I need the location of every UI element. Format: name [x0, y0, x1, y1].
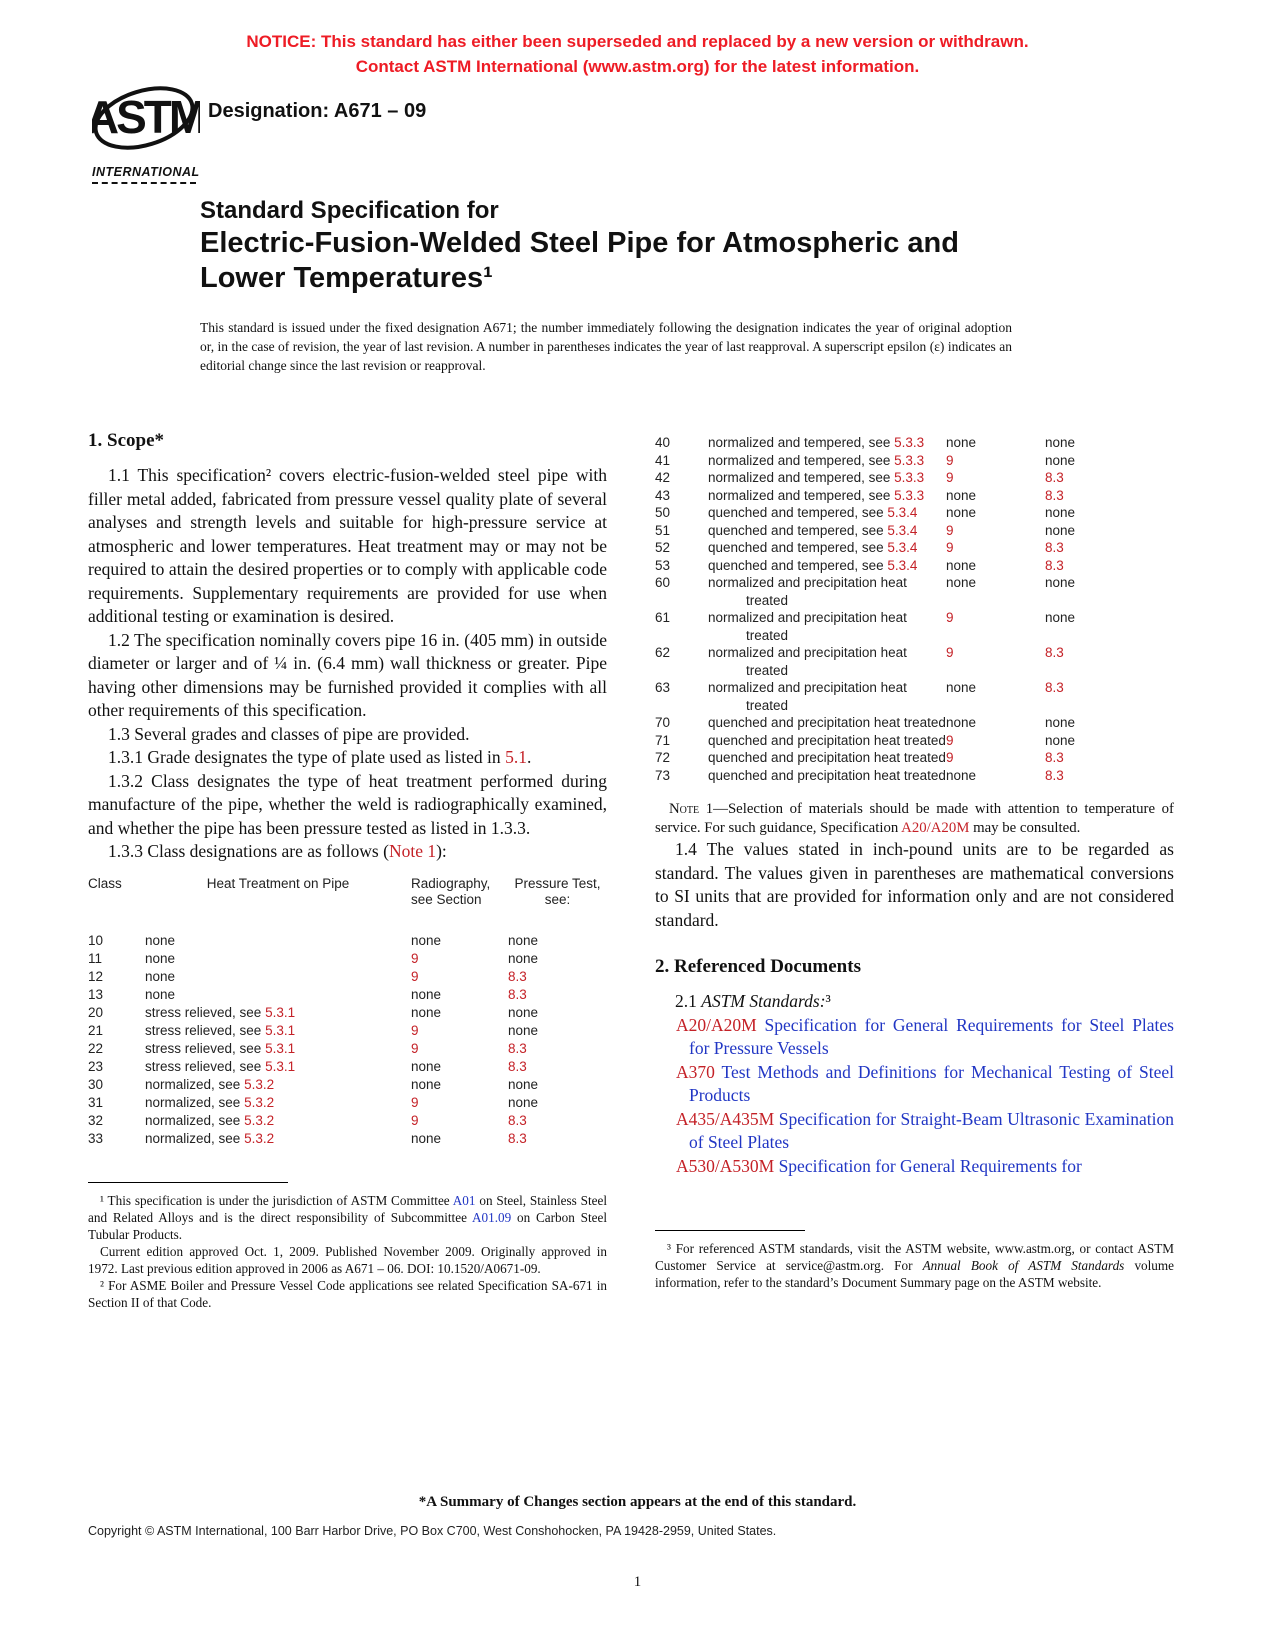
paragraph-2-1 [655, 990, 1174, 1014]
text-part: 1.3.1 Grade designates the type of plate used as listed in [108, 747, 506, 767]
text-part: ¹ This specification is under the jurisdiction of ASTM Committee [100, 1192, 453, 1208]
table-row: 63 normalized and precipitation heat treated none 8.3 [655, 680, 1064, 713]
text-part: 2.1 [675, 991, 702, 1011]
table-row: 41 normalized and tempered, see 5.3.3 9 none [655, 452, 1076, 468]
section-link[interactable]: 5.3.3 [894, 452, 925, 468]
title-kicker: Standard Specification for [200, 197, 499, 224]
astm-logo [92, 78, 207, 184]
reference-list [655, 1014, 1174, 1179]
notice-line1: NOTICE: This standard has either been superseded and replaced by a new version or withdrawn. [246, 32, 1029, 51]
class-table-left [88, 876, 607, 1148]
footnote-rule [88, 1182, 288, 1183]
table-row: 50 quenched and tempered, see 5.3.4 none none [655, 505, 1076, 520]
header-treatment: Heat Treatment on Pipe [206, 875, 350, 891]
note-1 [655, 800, 1174, 838]
table-row: 61 normalized and precipitation heat treated 9 none [655, 610, 1076, 643]
standard-code-link[interactable]: A20/A20M [676, 1014, 757, 1035]
section-link[interactable]: 5.3.1 [265, 1004, 296, 1020]
cross-reference-link[interactable]: A20/A20M [901, 820, 970, 836]
standard-code-link[interactable]: A530/A530M [676, 1155, 775, 1176]
copyright-line: Copyright © ASTM International, 100 Barr Harbor Drive, PO Box C700, West Conshohocken, PA 19428-2959, United States. [88, 1524, 777, 1538]
right-column [655, 430, 1174, 1311]
section-link[interactable]: 5.3.4 [887, 522, 918, 538]
title-block [200, 196, 959, 297]
section-link[interactable]: 5.3.2 [244, 1076, 275, 1092]
section-link[interactable]: 5.3.1 [265, 1022, 296, 1038]
table-row: 42 normalized and tempered, see 5.3.3 9 8.3 [655, 470, 1064, 485]
page-number: 1 [633, 1574, 642, 1590]
table-row: 21 stress relieved, see 5.3.1 9 none [88, 1022, 539, 1038]
text-part: ASTM Standards: [701, 991, 826, 1011]
paragraph-1-3: 1.3 Several grades and classes of pipe are provided. [108, 723, 470, 744]
notice-line2: Contact ASTM International (www.astm.org) for the latest information. [355, 56, 920, 76]
section-link[interactable]: 5.3.1 [265, 1040, 296, 1056]
referenced-documents-heading: 2. Referenced Documents [655, 956, 861, 977]
astm-logo-icon [92, 78, 200, 164]
text-part: 1—Selection of materials should be made with attention to temperature of service. For such guidance, Specification [655, 801, 1174, 836]
section-link[interactable]: 5.3.3 [894, 470, 925, 485]
body-columns [88, 430, 1174, 1311]
table-row: 43 normalized and tempered, see 5.3.3 none 8.3 [655, 487, 1064, 503]
paragraph-1-1: 1.1 This specification² covers electric-fusion-welded steel pipe with filler metal added, fabricated from pressure vessel quality plate of several analyses and strength levels and suitable for high-pressure service at atmospheric and lower temperatures. Heat treatment may or may not be required to attain the desired properties or to comply with applicable code requirements. Supplementary requirements are provided for use when additional testing or examination is desired. [88, 465, 607, 626]
text-part: Annual Book of ASTM Standards [922, 1258, 1125, 1273]
section-link[interactable]: 5.3.3 [894, 487, 925, 503]
table-row: 70 quenched and precipitation heat treated none none [655, 715, 1076, 730]
paragraph-1-3-3 [88, 840, 607, 864]
supersession-notice [0, 30, 1275, 79]
table-row: 22 stress relieved, see 5.3.1 9 8.3 [88, 1040, 527, 1056]
reference-entry [655, 1061, 1174, 1108]
paragraph-1-4: 1.4 The values stated in inch-pound units are to be regarded as standard. The values given in parentheses are mathematical conversions to SI units that are provided for information only and are not considered standard. [655, 839, 1174, 930]
table-row: 13 none none 8.3 [88, 986, 527, 1002]
table-row: 53 quenched and tempered, see 5.3.4 none 8.3 [655, 557, 1064, 573]
section-link[interactable]: 5.3.2 [244, 1112, 275, 1128]
standard-title-link[interactable]: Specification for General Requirements for [774, 1155, 1082, 1176]
class-table-left-rows [88, 932, 607, 1148]
table-row: 52 quenched and tempered, see 5.3.4 9 8.3 [655, 540, 1064, 555]
text-part: ): [436, 841, 447, 861]
table-row: 33 normalized, see 5.3.2 none 8.3 [88, 1130, 527, 1146]
reference-entry [655, 1014, 1174, 1061]
table-row: 51 quenched and tempered, see 5.3.4 9 none [655, 522, 1076, 538]
table-row: 62 normalized and precipitation heat treated 9 8.3 [655, 645, 1064, 678]
designation-label: Designation: A671 – 09 [208, 100, 427, 122]
reference-entry [655, 1155, 1174, 1179]
page-title-line1: Electric-Fusion-Welded Steel Pipe for Atmospheric and [200, 227, 959, 259]
header-radiography: Radiography, see Section [411, 875, 491, 907]
table-row: 31 normalized, see 5.3.2 9 none [88, 1094, 539, 1110]
footnote-rule [655, 1230, 805, 1231]
table-row: 72 quenched and precipitation heat treated 9 8.3 [655, 750, 1064, 765]
logo-divider [92, 182, 196, 184]
standard-code-link[interactable]: A370 [676, 1061, 715, 1082]
text-part: on Steel, Stainless Steel and Related Alloys and is the direct responsibility of Subcommittee [88, 1192, 607, 1225]
table-row: 40 normalized and tempered, see 5.3.3 none none [655, 435, 1076, 450]
table-row: 30 normalized, see 5.3.2 none none [88, 1076, 539, 1092]
summary-of-changes-note: *A Summary of Changes section appears at the end of this standard. [418, 1494, 857, 1510]
table-row: 10 none none none [88, 932, 539, 948]
text-part: 1.3.3 Class designations are as follows ( [108, 841, 389, 861]
header-pressure: Pressure Test, see: [514, 875, 601, 907]
table-row: 12 none 9 8.3 [88, 968, 527, 984]
right-footnotes [655, 1230, 1174, 1291]
table-row: 11 none 9 none [88, 950, 539, 966]
section-link[interactable]: 5.3.4 [887, 505, 918, 520]
section-link[interactable]: 5.3.3 [894, 435, 925, 450]
paragraph-1-3-1 [88, 746, 607, 770]
class-table-right-rows [655, 434, 1174, 784]
footnote-2: ² For ASME Boiler and Pressure Vessel Code applications see related Specification SA-671 in Section II of that Code. [88, 1277, 607, 1310]
table-row: 73 quenched and precipitation heat treated none 8.3 [655, 767, 1064, 783]
svg-text:ASTM: ASTM [92, 91, 200, 143]
text-part: on Carbon Steel Tubular Products. [88, 1209, 607, 1242]
text-part: Note [669, 801, 700, 817]
table-row: 60 normalized and precipitation heat treated none none [655, 575, 1076, 608]
table-row: 20 stress relieved, see 5.3.1 none none [88, 1004, 539, 1020]
issuance-paragraph: This standard is issued under the fixed designation A671; the number immediately following the designation indicates the year of original adoption or, in the case of revision, the year of last revision. A number in parentheses indicates the year of last reapproval. A superscript epsilon (ε) indicates an editorial change since the last revision or reapproval. [200, 320, 1012, 373]
paragraph-1-3-2: 1.3.2 Class designates the type of heat treatment performed during manufacture of the pipe, whether the weld is radiographically examined, and whether the pipe has been pressure tested as listed in 1.3.3. [88, 770, 607, 838]
section-link[interactable]: 5.3.2 [244, 1094, 275, 1110]
scope-heading: 1. Scope* [88, 430, 164, 451]
standard-title-link[interactable]: Specification for Straight-Beam Ultrasonic Examination of Steel Plates [689, 1108, 1174, 1152]
document-link[interactable]: A01 [452, 1192, 476, 1208]
table-row: 32 normalized, see 5.3.2 9 8.3 [88, 1112, 527, 1128]
class-table-header [88, 876, 607, 908]
standard-title-link[interactable]: Test Methods and Definitions for Mechanical Testing of Steel Products [689, 1061, 1174, 1105]
text-part: may be consulted. [969, 820, 1081, 836]
class-table-right [655, 434, 1174, 784]
astm-logo-subtitle: INTERNATIONAL [92, 165, 200, 179]
footnote-1b: Current edition approved Oct. 1, 2009. Published November 2009. Originally approved in 1972. Last previous edition approved in 2006 as A671 – 06. DOI: 10.1520/A0671-09. [88, 1243, 607, 1276]
header-class: Class [88, 875, 122, 891]
table-row: 23 stress relieved, see 5.3.1 none 8.3 [88, 1058, 527, 1074]
cross-reference-link[interactable]: Note 1 [388, 841, 437, 861]
standard-title-link[interactable]: Specification for General Requirements for Steel Plates for Pressure Vessels [689, 1014, 1174, 1058]
section-link[interactable]: 5.3.2 [244, 1130, 275, 1146]
cross-reference-link[interactable]: 5.1 [505, 747, 527, 767]
left-column [88, 430, 607, 1311]
reference-entry [655, 1108, 1174, 1155]
text-part: . [526, 747, 532, 767]
referenced-documents-section [655, 956, 1174, 1178]
text-part: ³ [825, 991, 831, 1011]
section-link[interactable]: 5.3.4 [887, 540, 918, 555]
paragraph-1-2: 1.2 The specification nominally covers pipe 16 in. (405 mm) in outside diameter or larger and of ¼ in. (6.4 mm) wall thickness or greater. Pipe having other dimensions may be furnished provided it complies with all other requirements of this specification. [88, 629, 607, 720]
document-link[interactable]: A01.09 [472, 1209, 512, 1225]
section-link[interactable]: 5.3.1 [265, 1058, 296, 1074]
left-footnotes [88, 1182, 607, 1311]
page-title-line2: Lower Temperatures¹ [200, 262, 493, 295]
standard-code-link[interactable]: A435/A435M [676, 1108, 775, 1129]
text-part: ³ For referenced ASTM standards, visit the ASTM website, www.astm.org, or contact ASTM Customer Service at service@astm.org. For [655, 1241, 1174, 1273]
table-row: 71 quenched and precipitation heat treated 9 none [655, 732, 1076, 748]
footnote-1 [88, 1192, 607, 1243]
footnote-3 [655, 1240, 1174, 1291]
section-link[interactable]: 5.3.4 [887, 557, 918, 573]
text-part: volume information, refer to the standard’s Document Summary page on the ASTM website. [655, 1258, 1174, 1290]
